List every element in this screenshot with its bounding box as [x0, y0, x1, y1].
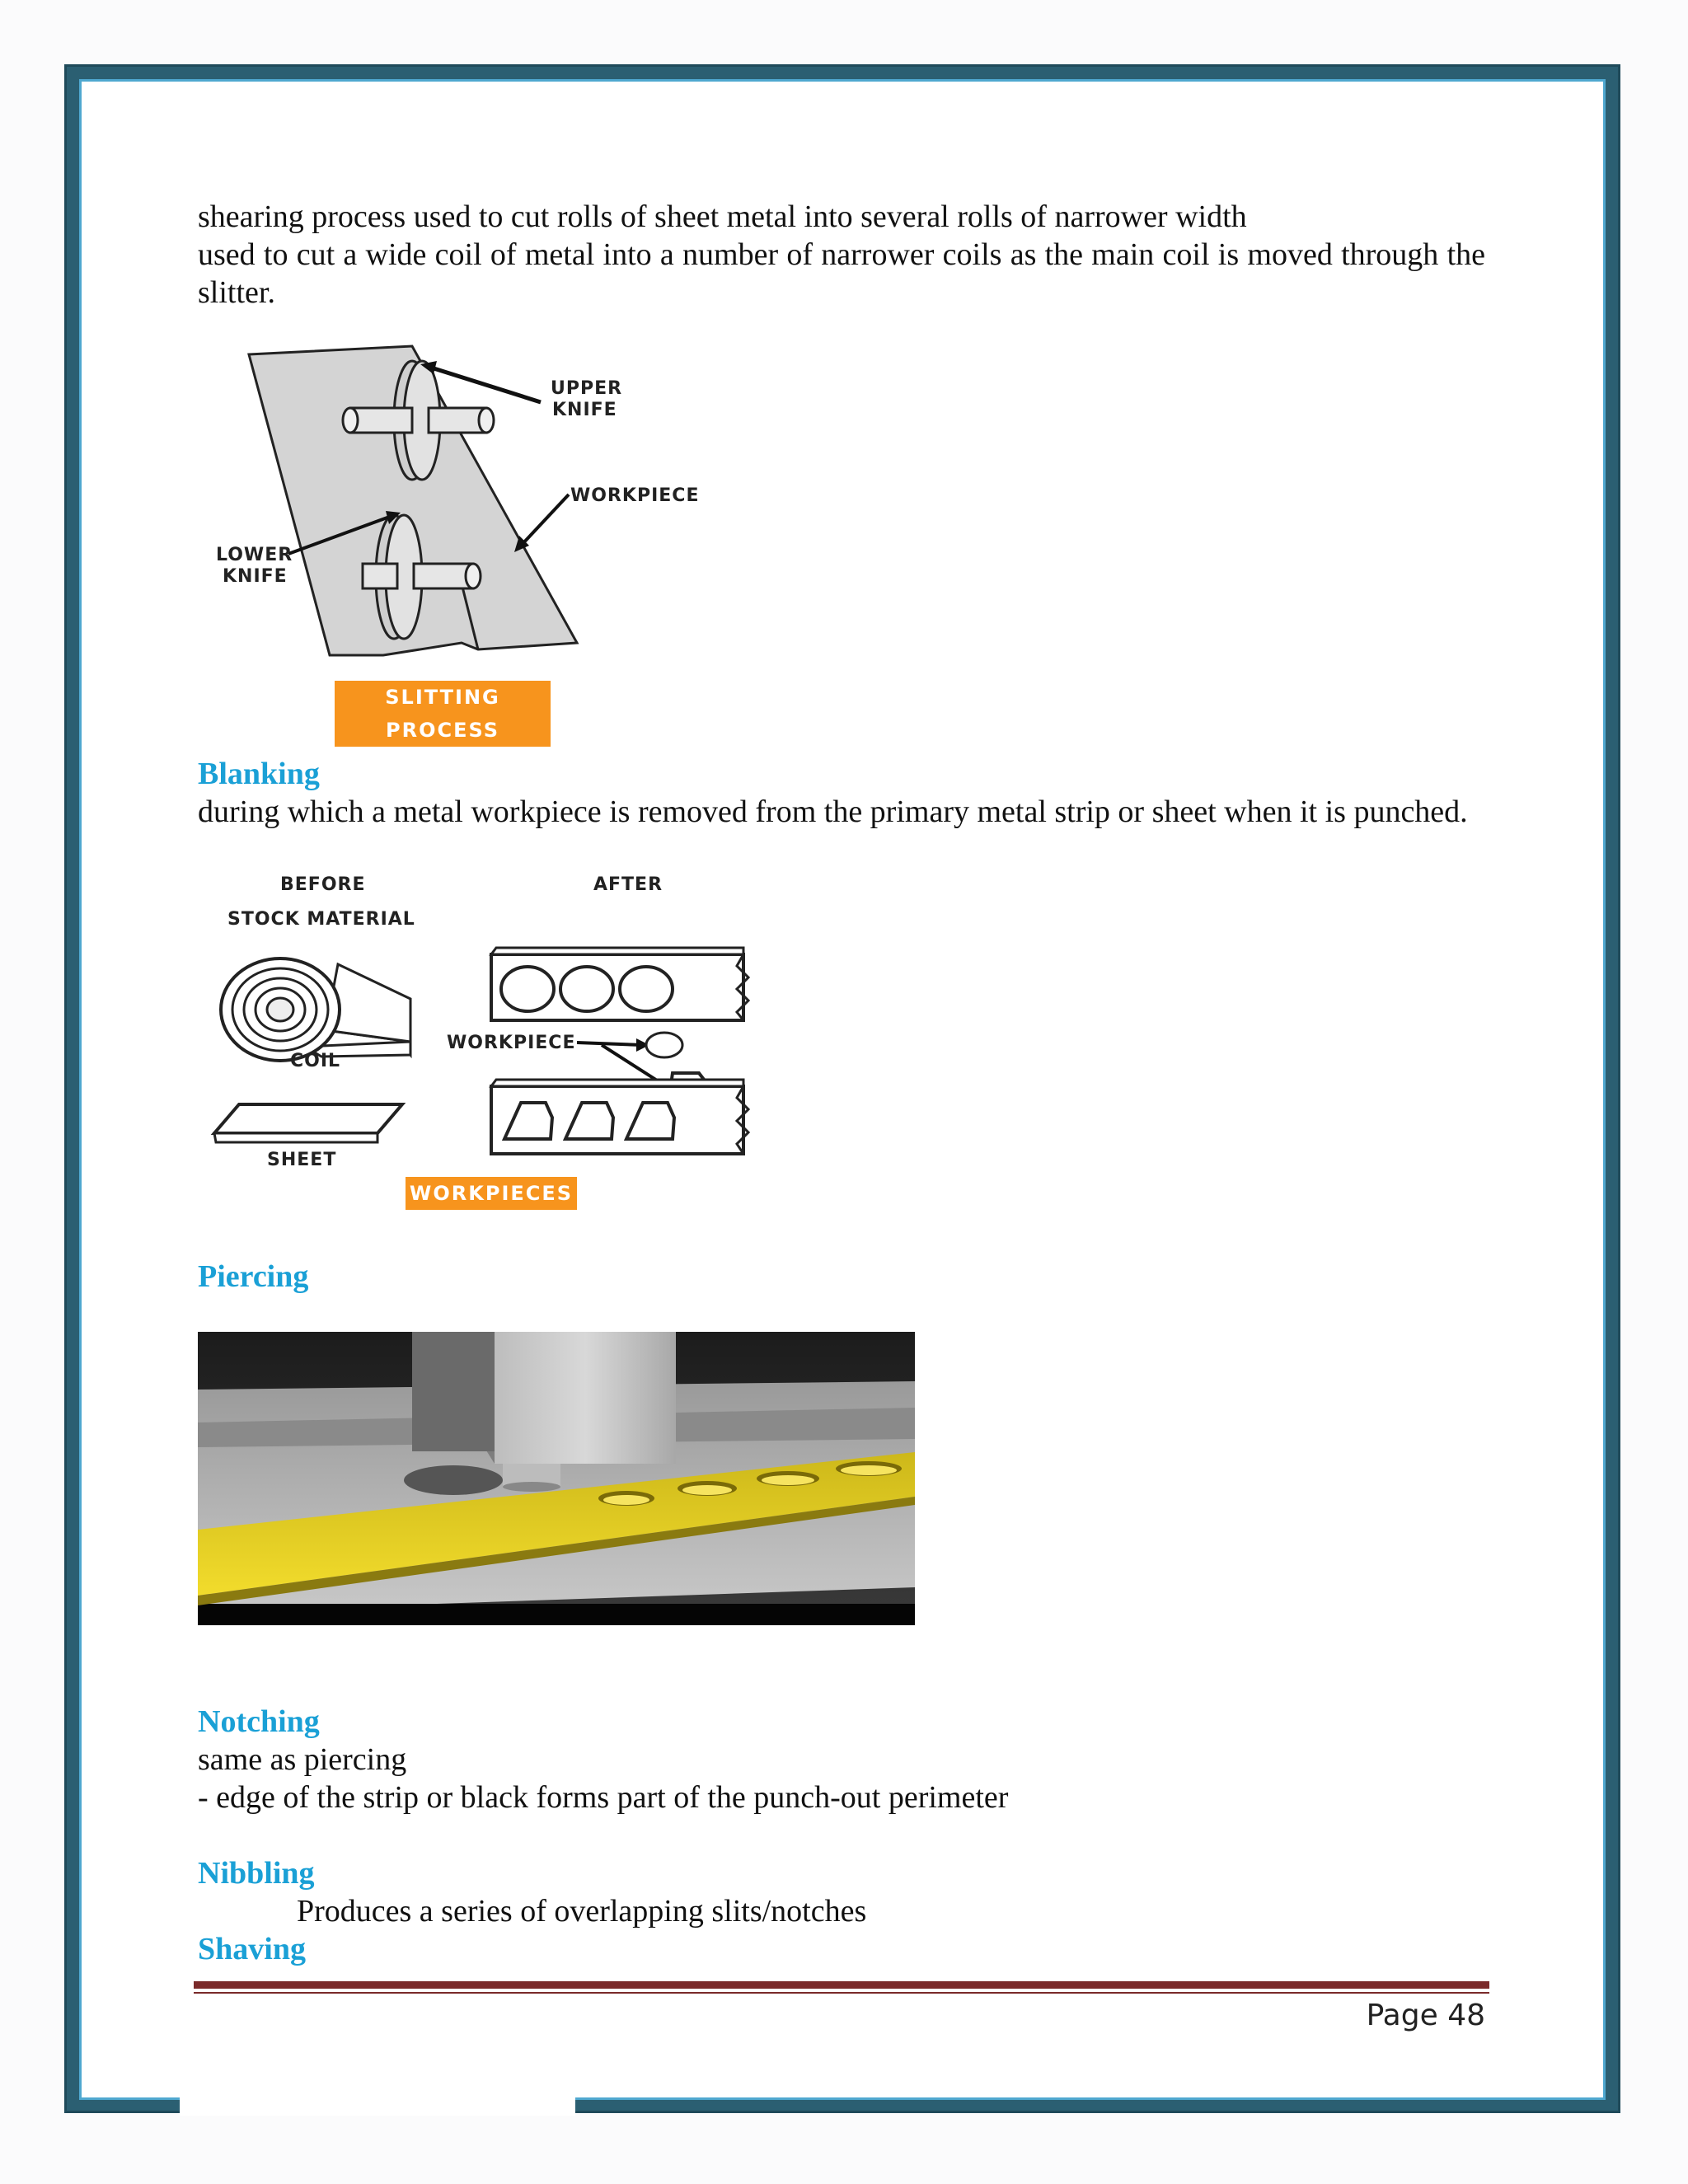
blanking-heading: Blanking: [198, 757, 320, 791]
piercing-heading: Piercing: [198, 1259, 309, 1294]
upper-knife-label-1: UPPER: [551, 378, 623, 399]
page-number: Page 48: [1366, 1999, 1485, 2032]
slitting-process-figure: [198, 330, 709, 725]
upper-knife-label-2: KNIFE: [552, 400, 617, 420]
intro-line-1: shearing process used to cut rolls of sheet metal into several rolls of narrower width: [198, 199, 1247, 234]
notching-heading: Notching: [198, 1704, 320, 1739]
page-border-gap: [180, 2097, 575, 2116]
notching-line-2: - edge of the strip or black forms part of the punch-out perimeter: [198, 1780, 1009, 1815]
workpiece-label: WORKPIECE: [570, 485, 700, 506]
lower-knife-label-2: KNIFE: [223, 566, 288, 587]
piercing-image: [198, 1332, 915, 1625]
footer-rule-thin: [194, 1992, 1489, 1994]
intro-line-2: used to cut a wide coil of metal into a number of narrower coils as the main coil is moved through the slitter.: [198, 237, 1485, 310]
slitting-caption: SLITTING PROCESS: [335, 681, 551, 747]
workpieces-caption: WORKPIECES: [406, 1177, 577, 1210]
footer-rule-thick: [194, 1981, 1489, 1989]
workpiece-label-blanking: WORKPIECE: [447, 1033, 576, 1053]
before-label: BEFORE: [280, 874, 366, 895]
after-label: AFTER: [593, 874, 663, 895]
nibbling-heading: Nibbling: [198, 1856, 315, 1891]
nibbling-text: Produces a series of overlapping slits/notches: [297, 1894, 867, 1929]
coil-label: COIL: [290, 1051, 341, 1071]
lower-knife-label-1: LOWER: [216, 545, 293, 565]
blanking-text: during which a metal workpiece is removed from the primary metal strip or sheet when it is punched.: [198, 794, 1468, 829]
stock-material-label: STOCK MATERIAL: [227, 909, 415, 930]
notching-line-1: same as piercing: [198, 1742, 407, 1777]
sheet-label: SHEET: [267, 1150, 337, 1170]
shaving-heading: Shaving: [198, 1932, 306, 1966]
blanking-figure: [198, 865, 775, 1212]
